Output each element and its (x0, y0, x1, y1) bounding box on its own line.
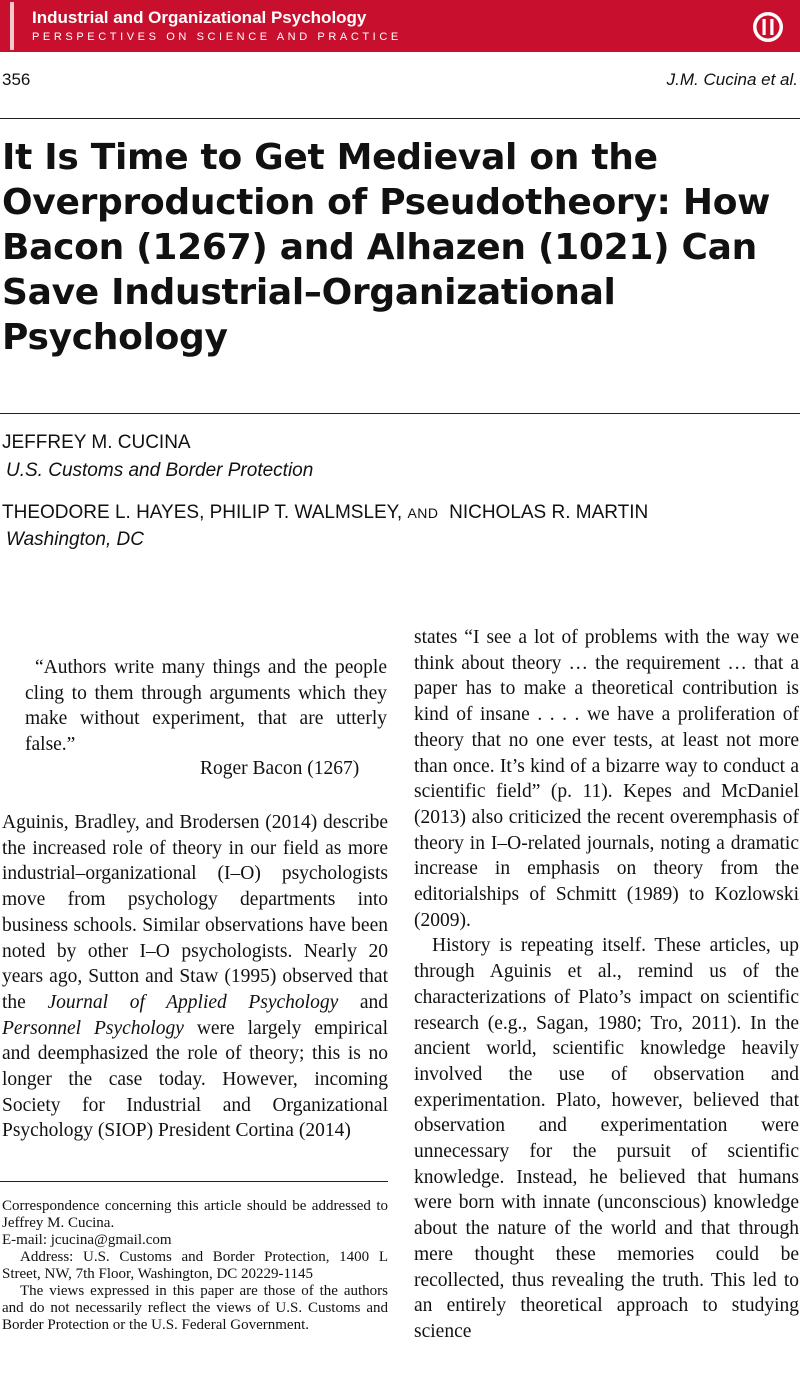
journal-name: Industrial and Organizational Psychology (32, 8, 367, 27)
banner-accent-bar (10, 2, 14, 50)
body-text: Aguinis, Bradley, and Brodersen (2014) describe the increased role of theory in our field as more industrial–organizational (I–O) psychologists move from psychology departments into business schools. Similar observations have been noted by other I–O psychologists. Nearly 20 years ago, Sutton and Staw (1995) observed that the (2, 812, 388, 1013)
journal-title-italic: Journal of Applied Psychology (47, 991, 339, 1013)
title-top-rule (0, 118, 800, 119)
footnote-disclaimer: The views expressed in this paper are those of the authors and do not necessarily reflect the views of U.S. Customs and Border Protection or the U.S. Federal Government. (2, 1283, 388, 1333)
journal-subtitle: PERSPECTIVES ON SCIENCE AND PRACTICE (32, 31, 402, 43)
author-names: THEODORE L. HAYES, PHILIP T. WALMSLEY, (2, 502, 403, 523)
body-paragraph: states “I see a lot of problems with the way we think about theory … the requirement … that a paper has to make a theoretical contribution is kind of insane . . . . we have a proliferation of theory that no one ever tests, at least not more than once. It’s kind of a bizarre way to conduct a scientific field” (p. 11). Kepes and McDaniel (2013) also criticized the recent overemphasis of theory in I–O-related journals, noting a dramatic increase in emphasis on theory from the editorialships of Schmitt (1989) to Kozlowski (2009). (414, 627, 799, 931)
footnote-rule (0, 1181, 388, 1182)
epigraph-attribution: Roger Bacon (1267) (200, 758, 360, 779)
body-text: were largely empirical and deemphasized the role of theory; this is no longer the case today. However, incoming Society for Industrial and Organizational Psychology (SIOP) President Cortina (2014) (2, 1017, 388, 1142)
body-paragraph: History is repeating itself. These articles, up through Aguinis et al., remind us of the characterizations of Plato’s impact on scientific research (e.g., Sagan, 1980; Tro, 2011). In the ancient world, scientific knowledge heavily involved the use of observation and experimentation. Plato, however, believed that observation and experimentation were unnecessary for the pursuit of scientific knowledge. Instead, he believed that humans were born with innate (unconscious) knowledge about the nature of the world and that through mere thought these memories could be recollected, thus revealing the truth. This led to an entirely theoretical approach to studying science (414, 935, 799, 1342)
author-conjunction: AND (407, 505, 439, 521)
affiliation-second: Washington, DC (6, 529, 144, 550)
running-authors: J.M. Cucina et al. (666, 70, 798, 89)
footnote-email: E-mail: jcucina@gmail.com (2, 1232, 172, 1248)
footnote-address: Address: U.S. Customs and Border Protection, 1400 L Street, NW, 7th Floor, Washington, DC 20229-1145 (2, 1249, 388, 1282)
body-text: and (338, 991, 389, 1013)
author-group (2, 502, 648, 524)
title-bottom-rule (0, 413, 800, 414)
author-first: JEFFREY M. CUCINA (2, 432, 191, 453)
affiliation-first: U.S. Customs and Border Protection (6, 460, 314, 481)
footnote-correspondence: Correspondence concerning this article should be addressed to Jeffrey M. Cucina. (2, 1198, 388, 1231)
body-paragraph (2, 810, 388, 1144)
body-right-column (414, 625, 799, 1345)
page-number: 356 (2, 70, 31, 89)
article-title: It Is Time to Get Medieval on the Overproduction of Pseudotheory: How Bacon (1267) and Alhazen (1021) Can Save Industrial–Organizational Psychology (2, 137, 771, 358)
epigraph-quote: “Authors write many things and the people cling to them through arguments which they make without experiment, that are utterly false.” (25, 657, 387, 756)
siop-logo-icon (752, 11, 784, 43)
body-left-column (2, 810, 388, 1144)
author-last: NICHOLAS R. MARTIN (449, 502, 649, 523)
footnotes (2, 1198, 388, 1334)
journal-banner (0, 0, 800, 52)
journal-title-italic: Personnel Psychology (2, 1017, 184, 1039)
